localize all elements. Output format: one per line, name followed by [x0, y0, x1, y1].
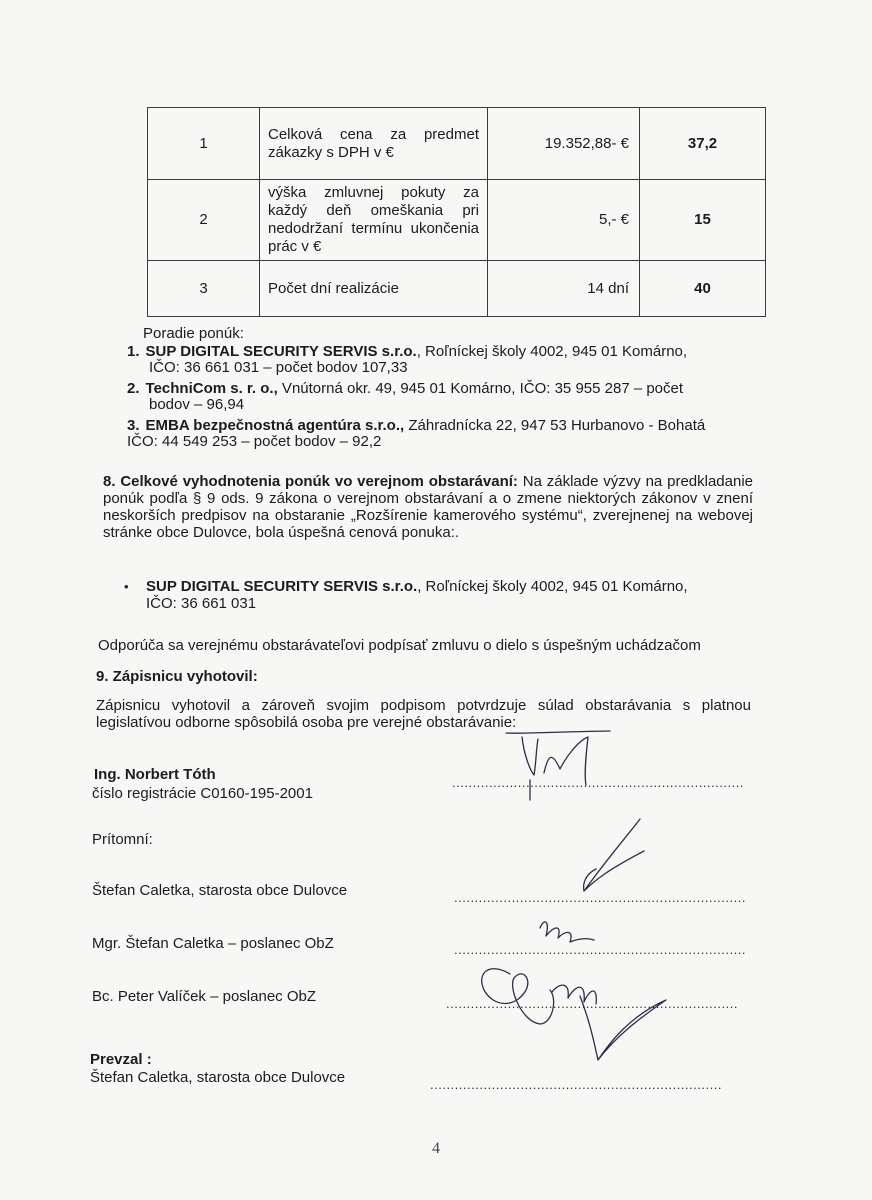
author-name: Ing. Norbert Tóth — [94, 766, 216, 783]
table-row — [148, 180, 766, 261]
table-row — [148, 261, 766, 317]
section-8 — [103, 473, 753, 541]
received-name: Štefan Caletka, starosta obce Dulovce — [90, 1069, 346, 1086]
table-row — [148, 108, 766, 180]
present-member: Mgr. Štefan Caletka – poslanec ObZ — [92, 935, 334, 952]
ranking-item — [127, 418, 757, 450]
winner-ico: IČO: 36 661 031 — [146, 595, 257, 612]
author-registration: číslo registrácie C0160-195-2001 — [92, 785, 313, 802]
criterion-value: 5,- € — [488, 180, 640, 261]
ranking-number: 2. — [127, 380, 140, 397]
present-label: Prítomní: — [92, 831, 153, 848]
winner-details: , Roľníckej školy 4002, 945 01 Komárno, — [417, 578, 688, 595]
signature-line: ....................................................................... — [452, 775, 744, 790]
section-9-text: Zápisnicu vyhotovil a zároveň svojim podpisom potvrdzuje súlad obstarávania s platnou legislatívou odborne spôsobilá osoba pre verejné obstarávanie: — [96, 697, 751, 731]
company-name: SUP DIGITAL SECURITY SERVIS s.r.o. — [145, 343, 417, 360]
ranking-number: 3. — [127, 417, 140, 434]
ranking-number: 1. — [127, 343, 140, 360]
page-number: 4 — [432, 1140, 440, 1157]
section-8-text: Na základe výzvy na predkladanie ponúk podľa § 9 ods. 9 zákona o verejnom obstarávaní a o zmene niektorých zákonov v znení neskorších predpisov na obstaranie „Rozšírenie kamerového systému“, zverejnenej na webovej stránke obce Dulovce, bola úspešná cenová ponuka:. — [103, 473, 753, 541]
signature-line: ....................................................................... — [454, 890, 746, 905]
signature-line: ....................................................................... — [446, 996, 738, 1011]
signature-author-icon — [500, 725, 620, 805]
present-member: Bc. Peter Valíček – poslanec ObZ — [92, 988, 316, 1005]
criterion-value: 14 dní — [488, 261, 640, 317]
criterion-points: 15 — [640, 180, 766, 261]
company-details: Záhradnícka 22, 947 53 Hurbanovo - Bohatá — [404, 417, 706, 434]
present-member: Štefan Caletka, starosta obce Dulovce — [92, 882, 348, 899]
winner-item — [124, 578, 754, 612]
company-score: bodov – 96,94 — [149, 396, 245, 413]
received-label: Prevzal : — [90, 1051, 152, 1068]
bullet-icon: • — [124, 579, 129, 594]
company-score: IČO: 44 549 253 – počet bodov – 92,2 — [127, 433, 382, 450]
signature-mayor-icon — [570, 815, 660, 900]
section-8-heading: 8. Celkové vyhodnotenia ponúk vo verejnom obstarávaní: — [103, 473, 518, 490]
criterion-number: 2 — [148, 180, 260, 261]
ranking-title: Poradie ponúk: — [143, 325, 244, 342]
company-name: EMBA bezpečnostná agentúra s.r.o., — [145, 417, 405, 434]
signature-members-icon — [470, 912, 670, 1072]
signature-line: ....................................................................... — [454, 942, 746, 957]
signature-line: ....................................................................... — [430, 1077, 722, 1092]
criterion-description: Počet dní realizácie — [260, 261, 488, 317]
evaluation-criteria-table — [147, 107, 766, 317]
ranking-item — [127, 344, 757, 376]
criterion-points: 40 — [640, 261, 766, 317]
company-name: TechniCom s. r. o., — [145, 380, 278, 397]
company-score: IČO: 36 661 031 – počet bodov 107,33 — [149, 359, 408, 376]
criterion-description: výška zmluvnej pokuty za každý deň omeškania pri nedodržaní termínu ukončenia prác v € — [260, 180, 488, 261]
criterion-description: Celková cena za predmet zákazky s DPH v € — [260, 108, 488, 180]
winner-name: SUP DIGITAL SECURITY SERVIS s.r.o. — [146, 578, 418, 595]
criterion-value: 19.352,88- € — [488, 108, 640, 180]
criterion-points: 37,2 — [640, 108, 766, 180]
company-details: Vnútorná okr. 49, 945 01 Komárno, IČO: 35 955 287 – počet — [277, 380, 684, 397]
section-9-heading: 9. Zápisnicu vyhotovil: — [96, 668, 258, 685]
ranking-item — [127, 381, 757, 413]
recommendation-text: Odporúča sa verejnému obstarávateľovi podpísať zmluvu o dielo s úspešným uchádzačom — [98, 637, 701, 654]
criterion-number: 1 — [148, 108, 260, 180]
company-details: , Roľníckej školy 4002, 945 01 Komárno, — [416, 343, 688, 360]
criterion-number: 3 — [148, 261, 260, 317]
